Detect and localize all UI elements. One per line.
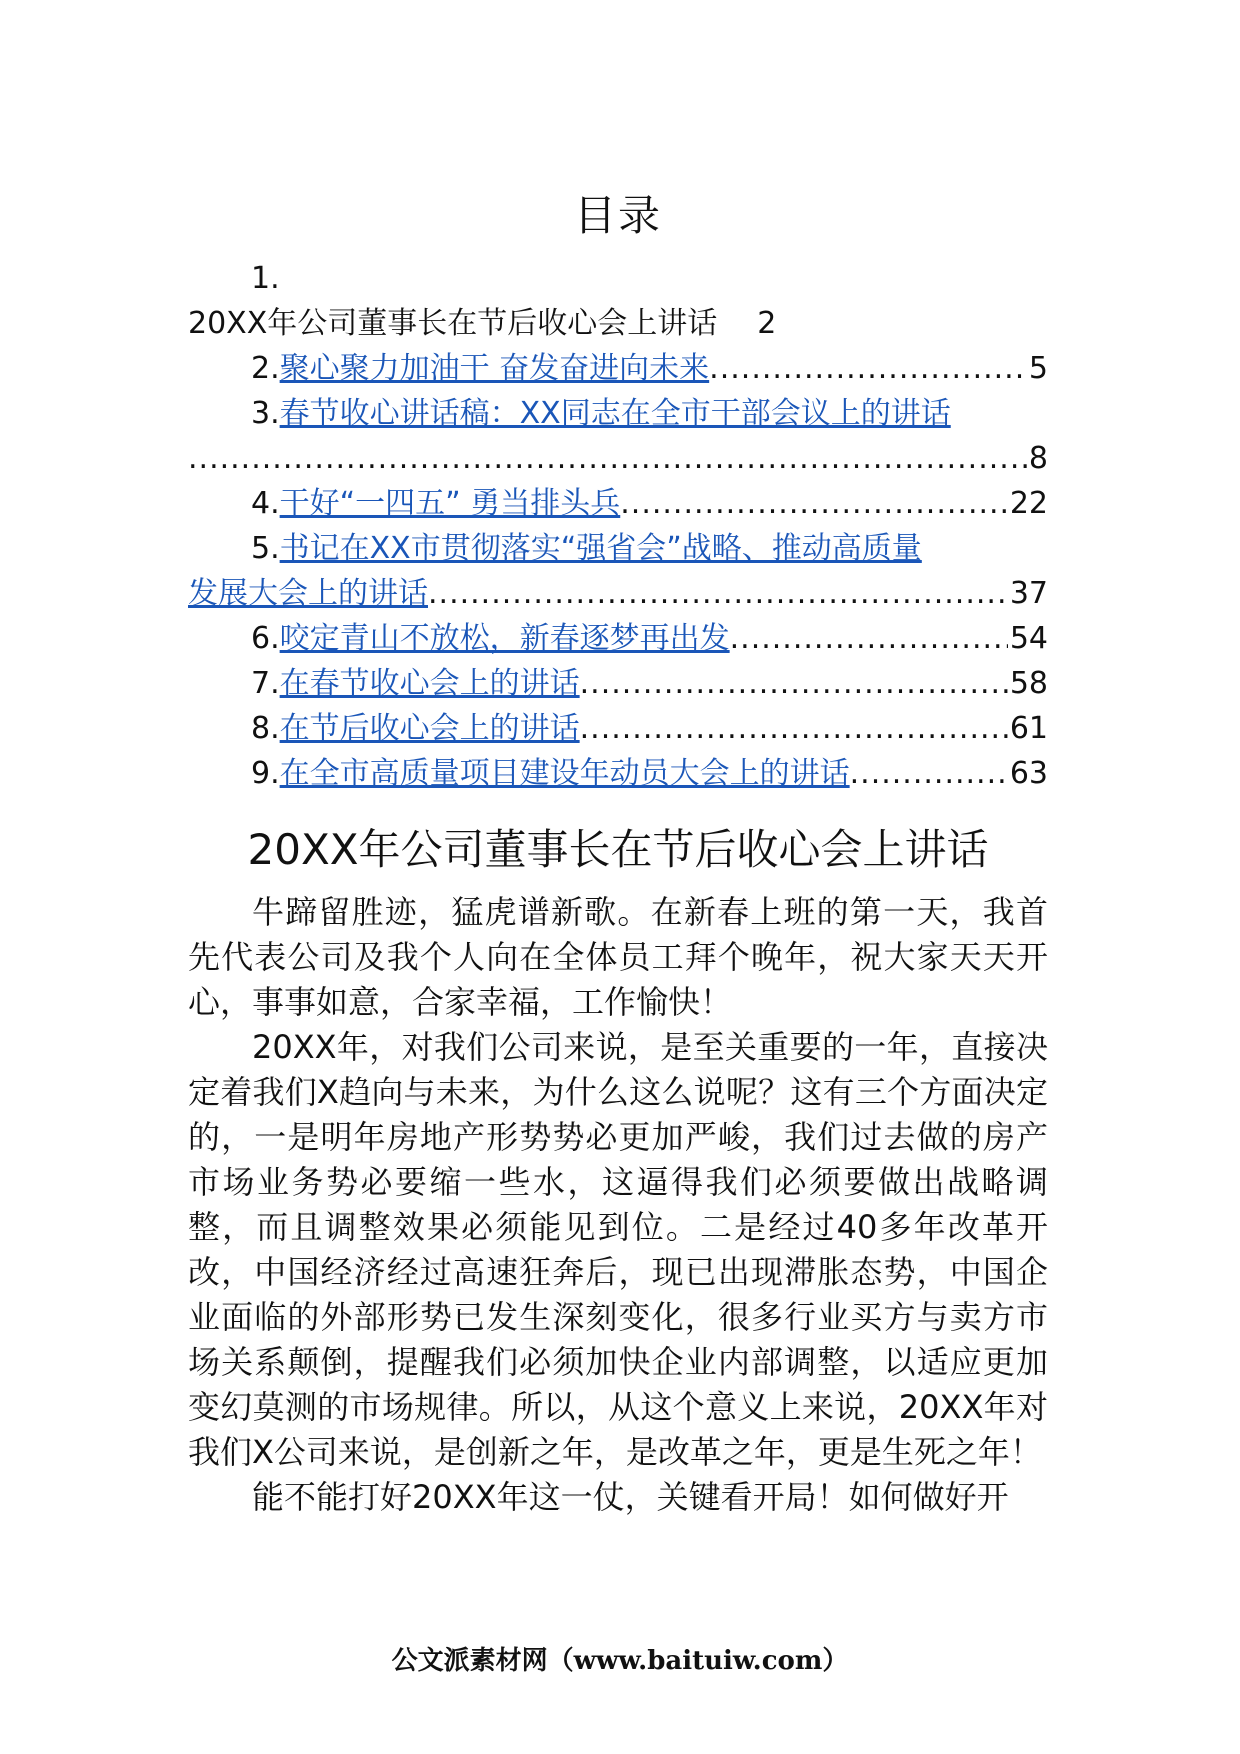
toc-leader-dots — [730, 616, 1008, 661]
toc-leader-dots — [580, 661, 1008, 706]
toc-item-5-link[interactable]: 书记在XX市贯彻落实“强省会”战略、推动高质量 — [279, 531, 922, 566]
toc-item-1-page: 2 — [757, 306, 777, 341]
toc-item-7-link[interactable]: 在春节收心会上的讲话 — [279, 666, 580, 701]
toc-item-8-link[interactable]: 在节后收心会上的讲话 — [279, 711, 580, 746]
toc-item-5[interactable]: 5. 书记在XX市贯彻落实“强省会”战略、推动高质量 — [188, 526, 1048, 571]
toc-item-3-continuation[interactable]: ..... 8 — [188, 436, 1048, 481]
toc-item-8[interactable]: 8. 在节后收心会上的讲话 ..... 61 — [188, 706, 1048, 751]
toc-leader-dots — [620, 481, 1008, 526]
toc-item-2[interactable]: 2. 聚心聚力加油干 奋发奋进向未来 ..... 5 — [188, 346, 1048, 391]
article-heading: 20XX年公司董事长在节后收心会上讲话 — [247, 825, 989, 874]
toc-leader-dots — [428, 571, 1008, 616]
table-of-contents — [188, 256, 1048, 796]
article-body — [188, 890, 1048, 1520]
toc-leader-dots — [188, 436, 1027, 481]
toc-item-4[interactable]: 4. 干好“一四五” 勇当排头兵 ..... 22 — [188, 481, 1048, 526]
paragraph: 20XX年，对我们公司来说，是至关重要的一年，直接决定着我们X趋向与未来，为什么这么说呢？这有三个方面决定的，一是明年房地产形势势必更加严峻，我们过去做的房产市场业务势必要缩一些水，这逼得我们必须要做出战略调整，而且调整效果必须能见到位。二是经过40多年改革开改，中国经济经过高速狂奔后，现已出现滞胀态势，中国企业面临的外部形势已发生深刻变化，很多行业买方与卖方市场关系颠倒，提醒我们必须加快企业内部调整，以适应更加变幻莫测的市场规律。所以，从这个意义上来说，20XX年对我们X公司来说，是创新之年，是改革之年，更是生死之年！ — [188, 1028, 1048, 1471]
toc-item-9-link[interactable]: 在全市高质量项目建设年动员大会上的讲话 — [279, 756, 850, 791]
toc-item-4-link[interactable]: 干好“一四五” 勇当排头兵 — [279, 486, 621, 521]
toc-item-6-link[interactable]: 咬定青山不放松，新春逐梦再出发 — [279, 621, 730, 656]
footer-watermark: 公文派素材网（www.baituiw.com） — [391, 1646, 849, 1676]
toc-item-7[interactable]: 7. 在春节收心会上的讲话 ..... 58 — [188, 661, 1048, 706]
toc-title: 目录 — [573, 191, 662, 240]
toc-item-1-number: 1. — [251, 261, 280, 296]
toc-item-1-title: 20XX年公司董事长在节后收心会上讲话 — [188, 306, 718, 341]
toc-item-1[interactable] — [188, 301, 1048, 346]
paragraph: 能不能打好20XX年这一仗，关键看开局！如何做好开 — [252, 1478, 1009, 1516]
toc-leader-dots — [850, 751, 1008, 796]
toc-leader-dots — [580, 706, 1008, 751]
toc-item-9[interactable]: 9. 在全市高质量项目建设年动员大会上的讲话 ..... 63 — [188, 751, 1048, 796]
toc-item-6[interactable]: 6. 咬定青山不放松，新春逐梦再出发 ..... 54 — [188, 616, 1048, 661]
toc-item-5-continuation[interactable]: 发展大会上的讲话 ..... 37 — [188, 571, 1048, 616]
toc-item-2-link[interactable]: 聚心聚力加油干 奋发奋进向未来 — [279, 351, 710, 386]
toc-item-3-link[interactable]: 春节收心讲话稿：XX同志在全市干部会议上的讲话 — [279, 396, 951, 431]
toc-leader-dots — [709, 346, 1027, 391]
toc-item-3[interactable]: 3. 春节收心讲话稿：XX同志在全市干部会议上的讲话 — [188, 391, 1048, 436]
paragraph: 牛蹄留胜迹，猛虎谱新歌。在新春上班的第一天，我首先代表公司及我个人向在全体员工拜个晚年，祝大家天天开心，事事如意，合家幸福，工作愉快！ — [188, 893, 1048, 1021]
toc-item-5-link-continued[interactable]: 发展大会上的讲话 — [188, 576, 428, 611]
